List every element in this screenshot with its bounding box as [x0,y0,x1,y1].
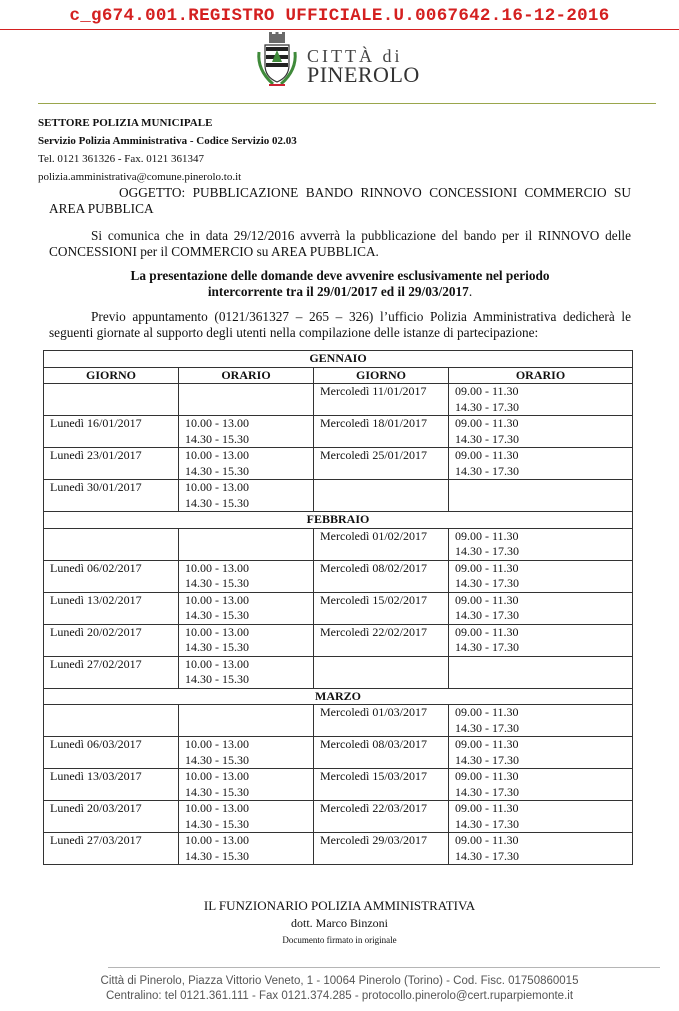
signature-title: IL FUNZIONARIO POLIZIA AMMINISTRATIVA [203,898,476,913]
hours-cell: 09.00 - 11.30 14.30 - 17.30 [449,769,633,801]
hours-cell: 09.00 - 11.30 14.30 - 17.30 [449,624,633,656]
registry-stamp: c_g674.001.REGISTRO UFFICIALE.U.0067642.16-12-2016 [69,6,610,26]
month-row [44,688,633,705]
day-cell: Mercoledì 29/03/2017 [314,833,449,865]
table-row [44,801,633,833]
day-cell: Mercoledì 25/01/2017 [314,448,449,480]
day-cell: Mercoledì 22/03/2017 [314,801,449,833]
day-cell: Mercoledì 15/02/2017 [314,592,449,624]
day-cell: Mercoledì 22/02/2017 [314,624,449,656]
day-cell: Lunedì 13/03/2017 [44,769,179,801]
day-cell [314,480,449,512]
hours-cell: 09.00 - 11.30 14.30 - 17.30 [449,737,633,769]
day-cell [44,384,179,416]
department-name: SETTORE POLIZIA MUNICIPALE [38,117,213,129]
hours-cell: 10.00 - 13.00 14.30 - 15.30 [179,833,314,865]
day-cell: Mercoledì 08/03/2017 [314,737,449,769]
day-cell: Lunedì 30/01/2017 [44,480,179,512]
day-cell: Mercoledì 01/02/2017 [314,528,449,560]
table-row [44,384,633,416]
month-row [44,512,633,529]
day-cell: Mercoledì 18/01/2017 [314,416,449,448]
stamp-underline [0,29,679,30]
header-divider [38,103,656,104]
table-row [44,737,633,769]
day-cell [314,656,449,688]
day-cell: Lunedì 06/03/2017 [44,737,179,769]
table-row [44,528,633,560]
day-cell [44,705,179,737]
hours-cell: 10.00 - 13.00 14.30 - 15.30 [179,480,314,512]
notice-line-2 [49,284,631,300]
hours-cell: 09.00 - 11.30 14.30 - 17.30 [449,416,633,448]
hours-cell: 09.00 - 11.30 14.30 - 17.30 [449,705,633,737]
hours-cell: 09.00 - 11.30 14.30 - 17.30 [449,592,633,624]
hours-cell: 10.00 - 13.00 14.30 - 15.30 [179,801,314,833]
table-row [44,592,633,624]
column-header: GIORNO [314,367,449,384]
day-cell: Lunedì 23/01/2017 [44,448,179,480]
schedule-table [43,350,633,865]
table-row [44,480,633,512]
footer-contacts: Centralino: tel 0121.361.111 - Fax 0121.374.285 - protocollo.pinerolo@cert.ruparpiemonte.it [105,990,574,1002]
hours-cell: 10.00 - 13.00 14.30 - 15.30 [179,448,314,480]
day-cell: Mercoledì 01/03/2017 [314,705,449,737]
day-cell: Lunedì 20/03/2017 [44,801,179,833]
table-row [44,560,633,592]
table-row [44,833,633,865]
hours-cell: 09.00 - 11.30 14.30 - 17.30 [449,801,633,833]
table-row [44,448,633,480]
hours-cell: 10.00 - 13.00 14.30 - 15.30 [179,737,314,769]
appointment-paragraph: Previo appuntamento (0121/361327 – 265 – 326) l’ufficio Polizia Amministrativa dedicherà le seguenti giornate al supporto degli utenti nella compilazione delle istanze di partecipazione: [49,309,631,340]
office-email: polizia.amministrativa@comune.pinerolo.to.it [38,171,242,183]
table-row [44,705,633,737]
hours-cell [179,705,314,737]
day-cell: Lunedì 06/02/2017 [44,560,179,592]
signature-name: dott. Marco Binzoni [291,916,388,930]
hours-cell [449,656,633,688]
header-row [44,367,633,384]
month-label: MARZO [44,688,633,705]
hours-cell: 10.00 - 13.00 14.30 - 15.30 [179,624,314,656]
hours-cell: 10.00 - 13.00 14.30 - 15.30 [179,416,314,448]
city-label: CITTÀ di [307,46,403,66]
hours-cell: 10.00 - 13.00 14.30 - 15.30 [179,769,314,801]
office-header [38,114,297,186]
hours-cell: 09.00 - 11.30 14.30 - 17.30 [449,384,633,416]
table-row [44,656,633,688]
notice-line-1: La presentazione delle domande deve avvenire esclusivamente nel periodo [130,268,550,283]
month-label: GENNAIO [44,351,633,368]
day-cell: Lunedì 16/01/2017 [44,416,179,448]
notice-period: intercorrente tra il 29/01/2017 ed il 29/03/2017 [207,284,469,299]
hours-cell: 09.00 - 11.30 14.30 - 17.30 [449,833,633,865]
office-phone: Tel. 0121 361326 - Fax. 0121 361347 [38,153,205,165]
day-cell: Lunedì 27/02/2017 [44,656,179,688]
footer-divider [108,967,660,968]
hours-cell: 10.00 - 13.00 14.30 - 15.30 [179,592,314,624]
schedule-body [44,351,633,865]
column-header: ORARIO [179,367,314,384]
city-logo [255,32,435,92]
table-row [44,416,633,448]
hours-cell: 10.00 - 13.00 14.30 - 15.30 [179,560,314,592]
intro-paragraph: Si comunica che in data 29/12/2016 avverrà la pubblicazione del bando per il RINNOVO delle CONCESSIONI per il COMMERCIO su AREA PUBBLICA. [49,228,631,259]
day-cell [44,528,179,560]
hours-cell [179,528,314,560]
hours-cell [449,480,633,512]
day-cell: Lunedì 13/02/2017 [44,592,179,624]
service-name: Servizio Polizia Amministrativa - Codice Servizio 02.03 [38,135,297,147]
hours-cell [179,384,314,416]
day-cell: Mercoledì 08/02/2017 [314,560,449,592]
column-header: ORARIO [449,367,633,384]
footer-address: Città di Pinerolo, Piazza Vittorio Veneto, 1 - 10064 Pinerolo (Torino) - Cod. Fisc. 01750860015 [100,975,579,987]
hours-cell: 09.00 - 11.30 14.30 - 17.30 [449,528,633,560]
day-cell: Mercoledì 15/03/2017 [314,769,449,801]
coat-of-arms-icon [255,32,299,90]
notice-period-end: . [468,284,473,299]
hours-cell: 09.00 - 11.30 14.30 - 17.30 [449,560,633,592]
month-row [44,351,633,368]
table-row [44,624,633,656]
city-name: PINEROLO [307,62,420,87]
hours-cell: 10.00 - 13.00 14.30 - 15.30 [179,656,314,688]
subject-line: OGGETTO: PUBBLICAZIONE BANDO RINNOVO CONCESSIONI COMMERCIO SU AREA PUBBLICA [49,185,631,216]
signature-note: Documento firmato in originale [282,935,397,945]
table-row [44,769,633,801]
day-cell: Lunedì 27/03/2017 [44,833,179,865]
day-cell: Lunedì 20/02/2017 [44,624,179,656]
column-header: GIORNO [44,367,179,384]
day-cell: Mercoledì 11/01/2017 [314,384,449,416]
hours-cell: 09.00 - 11.30 14.30 - 17.30 [449,448,633,480]
month-label: FEBBRAIO [44,512,633,529]
